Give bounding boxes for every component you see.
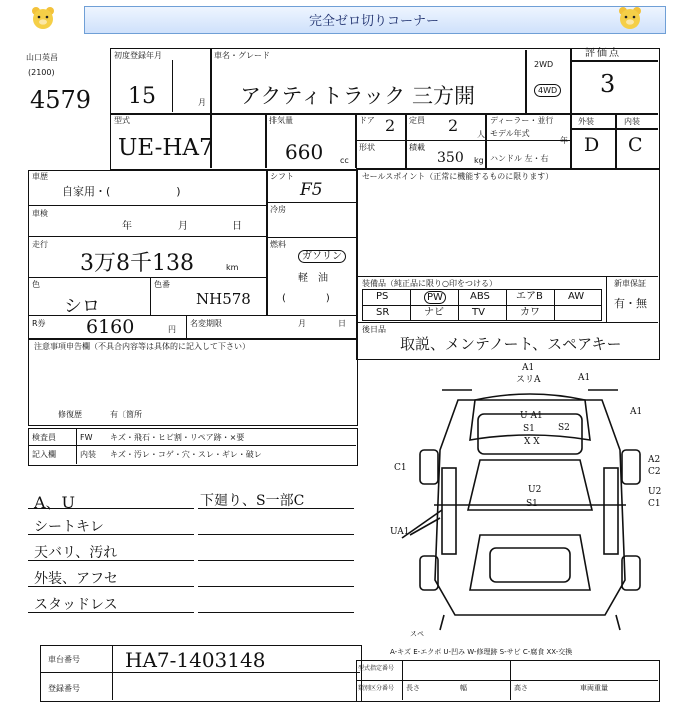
equipment-tv: TV — [472, 307, 485, 318]
car-damage-diagram — [380, 360, 680, 640]
inspector-entry-label: 記入欄 — [32, 450, 56, 459]
color-code-value: NH578 — [196, 290, 251, 308]
sales-point-label: セールスポイント（正常に機能するものに限ります） — [362, 172, 554, 181]
damage-mark: C2 — [648, 467, 661, 477]
mileage-label: 走行 — [32, 240, 48, 249]
damage-mark: C1 — [394, 463, 407, 473]
remarks-block — [28, 478, 356, 628]
damage-mark: A2 — [648, 455, 661, 465]
model-label: 型式 — [114, 116, 130, 125]
remark-line: 外装、アフセ — [34, 571, 118, 587]
score-value: 3 — [600, 70, 616, 98]
color-label: 色 — [32, 280, 40, 289]
damage-mark: U A1 — [520, 411, 543, 421]
handle-label: ハンドル 左・右 — [490, 154, 549, 163]
spec-length: 長さ — [406, 684, 420, 692]
chassis-label: 車台番号 — [48, 655, 80, 664]
remark-line: A、U — [34, 493, 76, 512]
recycle-unit: 円 — [168, 325, 176, 334]
spec-height: 高さ — [514, 684, 528, 692]
equipment-grid — [362, 289, 602, 321]
remark-line: 下廻り、S一部C — [200, 493, 305, 509]
fuel-label: 燃料 — [270, 240, 286, 249]
load-value: 350 — [437, 150, 464, 166]
rear-items-value: 取説、メンテノート、スペアキー — [400, 335, 622, 353]
ac-label: 冷房 — [270, 205, 286, 214]
equipment-abs: ABS — [470, 291, 490, 302]
doors-label: ドア — [359, 116, 375, 125]
damage-legend: A-キズ E-エクボ U-凹み W-修理跡 S-サビ C-腐食 XX-交換 — [390, 648, 573, 656]
fuel-other: ( ) — [282, 293, 330, 304]
damage-mark: S2 — [558, 423, 570, 433]
spec-width: 幅 — [460, 684, 467, 692]
repair-history-label: 修復歴 — [58, 410, 82, 419]
title-change-month: 月 — [298, 319, 306, 328]
fuel-gasoline: ガソリン — [298, 250, 346, 263]
model-value: UE-HA7 — [118, 135, 214, 161]
mileage-unit: km — [226, 263, 239, 272]
inspector-label: 検査員 — [32, 433, 56, 442]
capacity-label: 定員 — [409, 116, 425, 125]
first-reg-month: 月 — [198, 98, 206, 107]
page-title: 完全ゼロ切りコーナー — [308, 14, 439, 29]
shift-label: シフト — [270, 172, 294, 181]
damage-mark: A1 — [630, 407, 643, 417]
rear-items-label: 後日品 — [362, 325, 386, 334]
score-label: 評価点 — [585, 48, 621, 59]
venue-code: (2100) — [28, 68, 55, 77]
color-value: シロ — [64, 296, 100, 317]
remark-line: シートキレ — [34, 519, 104, 535]
equipment-aw: AW — [568, 291, 585, 302]
chassis-value: HA7-1403148 — [125, 648, 266, 672]
equipment-ps: PS — [376, 291, 389, 302]
ext-label: 外装 — [578, 117, 594, 126]
usage-value: 自家用・( ) — [62, 185, 181, 198]
inspector-row1: キズ・飛石・ヒビ割・リペア跡・×要 — [110, 433, 245, 442]
model-year-label: モデル年式 — [490, 129, 530, 138]
damage-mark: U2 — [648, 487, 662, 497]
damage-mark: A1 — [522, 363, 535, 373]
shape-label: 形状 — [359, 143, 375, 152]
capacity-value: 2 — [448, 116, 459, 135]
inspection-year: 年 — [122, 221, 132, 232]
equipment-navi: ナビ — [424, 307, 444, 318]
damage-mark: U2 — [528, 485, 542, 495]
repair-history-value: 有〔箇所 — [110, 410, 142, 419]
car-name-label: 車名・グレード — [214, 51, 270, 60]
damage-mark: スペ — [410, 630, 424, 638]
venue-name: 山口英昌 — [26, 53, 58, 62]
model-year-unit: 年 — [560, 136, 568, 145]
recycle-label: R券 — [32, 319, 46, 328]
equipment-sr: SR — [376, 307, 390, 318]
ext-value: D — [584, 134, 600, 156]
lot-number: 4579 — [30, 86, 92, 114]
recycle-value: 6160 — [86, 316, 135, 338]
displacement-unit: cc — [340, 156, 349, 165]
displacement-label: 排気量 — [269, 116, 293, 125]
drive-4wd: 4WD — [534, 84, 561, 97]
damage-mark: UA1 — [390, 527, 410, 537]
spec-left2: 類別区分番号 — [358, 685, 395, 692]
inspector-interior: 内装 — [80, 450, 96, 459]
color-code-label: 色番 — [154, 280, 170, 289]
warranty-label: 新車保証 — [614, 279, 646, 288]
fuel-diesel: 軽 油 — [298, 273, 328, 284]
spec-weight: 車両重量 — [580, 684, 608, 692]
dealer-label: ディーラー・並行 — [490, 116, 554, 125]
inspection-day: 日 — [232, 221, 242, 232]
inspector-row2: キズ・汚レ・コゲ・穴・スレ・ギレ・破レ — [110, 450, 262, 459]
damage-mark: A1 — [578, 373, 591, 383]
remark-line: スタッドレス — [34, 597, 118, 613]
equipment-pw: PW — [424, 291, 446, 304]
bear-logo-icon — [617, 5, 643, 31]
title-change-day: 日 — [338, 319, 346, 328]
displacement-value: 660 — [285, 140, 324, 164]
load-unit: kg — [474, 156, 484, 165]
usage-label: 車歴 — [32, 172, 48, 181]
equipment-airbag: エアB — [516, 291, 543, 302]
damage-mark: X X — [524, 437, 540, 447]
equipment-leather: カワ — [520, 307, 540, 318]
mileage-value: 3万8千138 — [80, 251, 194, 276]
int-value: C — [628, 134, 643, 156]
shift-value: F5 — [300, 180, 323, 200]
inspection-label: 車検 — [32, 209, 48, 218]
equipment-label: 装備品（純正品に限り○印をつける） — [362, 279, 497, 288]
car-name-value: アクティトラック 三方開 — [240, 84, 475, 108]
capacity-unit: 人 — [477, 130, 485, 139]
load-label: 積載 — [409, 143, 425, 152]
remark-line: 天バリ、汚れ — [34, 545, 118, 561]
doors-value: 2 — [385, 116, 396, 135]
damage-mark: S1 — [523, 424, 535, 434]
reg-number-label: 登録番号 — [48, 684, 80, 693]
damage-mark: C1 — [648, 499, 661, 509]
first-reg-year: 15 — [128, 84, 156, 109]
sales-point-block — [356, 168, 660, 360]
first-reg-label: 初度登録年月 — [114, 51, 162, 60]
notes-label: 注意事項申告欄（不具合内容等は具体的に記入して下さい） — [34, 342, 250, 351]
inspector-fw: FW — [80, 433, 93, 442]
title-change-label: 名変期限 — [190, 319, 222, 328]
damage-mark: S1 — [526, 499, 538, 509]
bear-logo-icon — [30, 5, 56, 31]
drive-2wd: 2WD — [534, 60, 554, 69]
warranty-value: 有・無 — [614, 297, 647, 310]
inspection-month: 月 — [178, 221, 188, 232]
damage-mark: スリA — [516, 375, 541, 385]
spec-left: 型式指定番号 — [358, 665, 395, 672]
int-label: 内装 — [624, 117, 640, 126]
